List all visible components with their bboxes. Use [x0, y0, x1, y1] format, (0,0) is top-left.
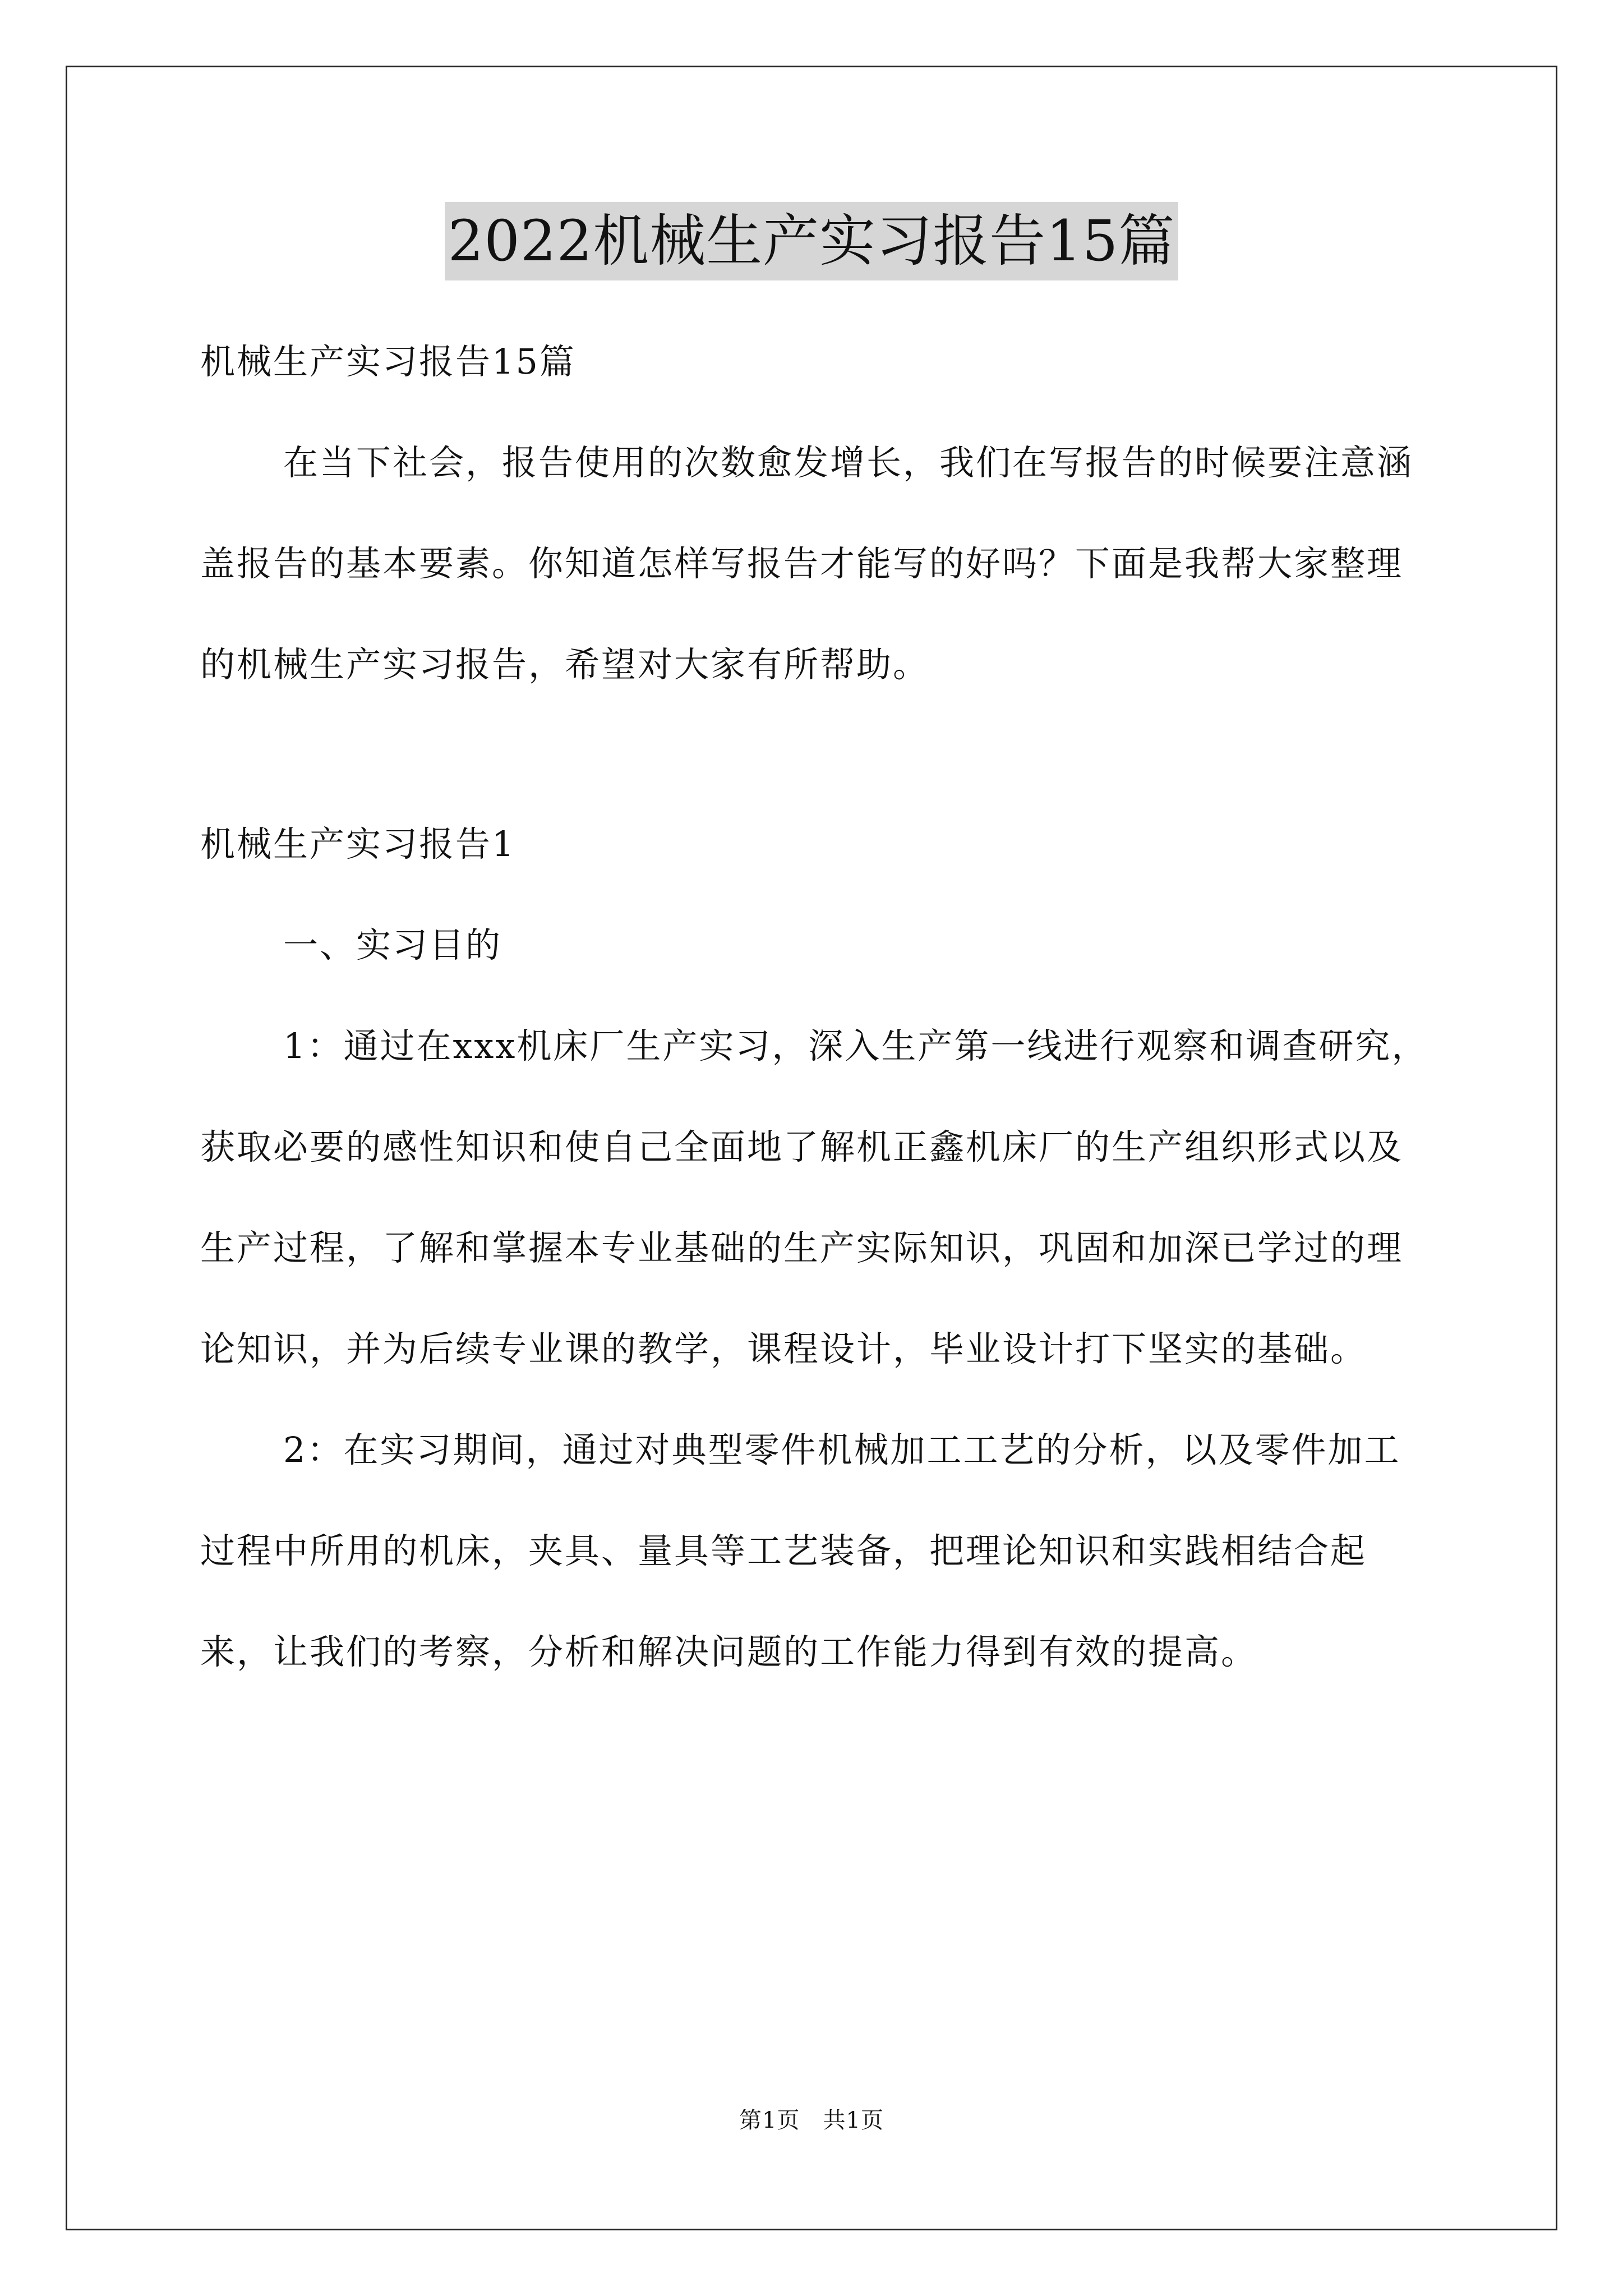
document-body [200, 311, 1434, 1703]
intro-paragraph: 在当下社会，报告使用的次数愈发增长，我们在写报告的时候要注意涵盖报告的基本要素。你知道怎样写报告才能写的好吗？下面是我帮大家整理的机械生产实习报告，希望对大家有所帮助。 [200, 442, 1414, 685]
body-paragraph-2: 2：在实习期间，通过对典型零件机械加工工艺的分析，以及零件加工过程中所用的机床，夹具、量具等工艺装备，把理论知识和实践相结合起来，让我们的考察，分析和解决问题的工作能力得到有效的提高。 [200, 1429, 1401, 1672]
page-footer: 第1页 共1页 [739, 2108, 884, 2133]
subtitle-paragraph: 机械生产实习报告15篇 [200, 341, 576, 382]
title-container [0, 202, 1623, 280]
document-title: 2022机械生产实习报告15篇 [445, 202, 1179, 280]
section-heading: 机械生产实习报告1 [200, 823, 516, 864]
subsection-heading: 一、实习目的 [283, 924, 502, 965]
body-paragraph-1: 1：通过在xxx机床厂生产实习，深入生产第一线进行观察和调查研究，获取必要的感性知识和使自己全面地了解机正鑫机床厂的生产组织形式以及生产过程，了解和掌握本专业基础的生产实际知识，巩固和加深已学过的理论知识，并为后续专业课的教学，课程设计，毕业设计打下坚实的基础。 [200, 1025, 1428, 1369]
